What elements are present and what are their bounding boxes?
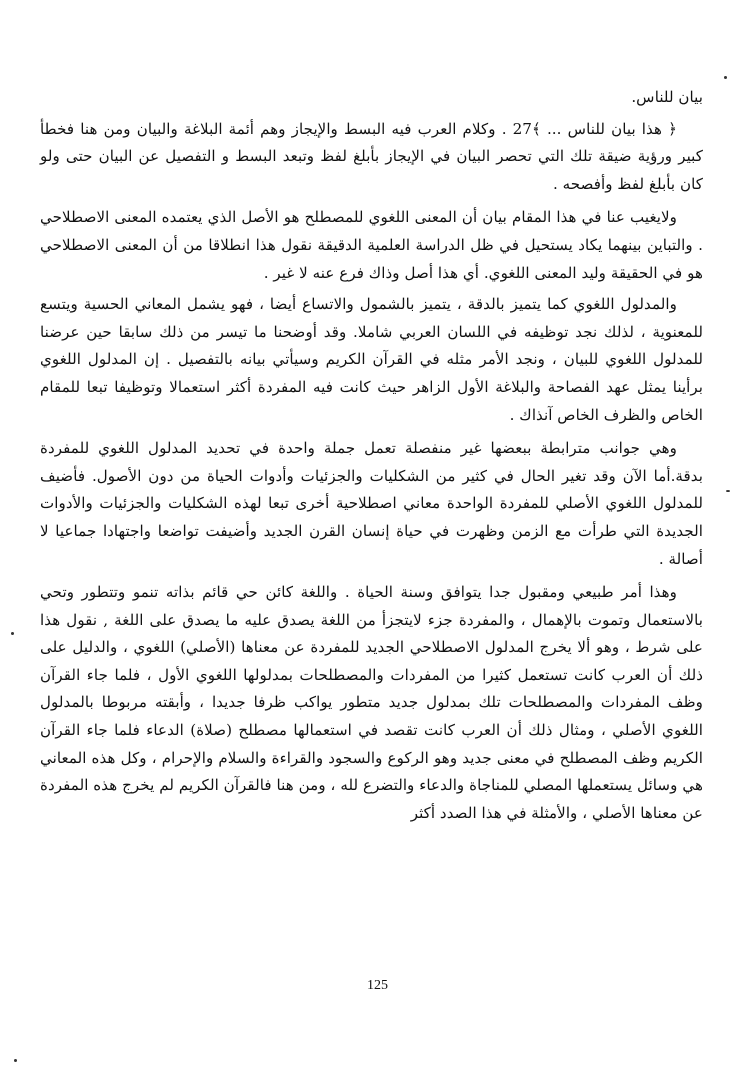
paragraph-4: والمدلول اللغوي كما يتميز بالدقة ، يتميز بالشمول والاتساع أيضا ، فهو يشمل المعاني الحسية ويتسع للمعنوية ، لذلك نجد توظيفه في اللسان العربي شاملا. وقد أوضحنا ما تيسر من ذلك سابقا حين عرضنا للمدلول اللغوي للبيان ، ونجد الأمر مثله في القرآن الكريم وسيأتي بيانه بالتفصيل . إن المدلول اللغوي برأينا يمثل عهد الفصاحة والبلاغة الأول الزاهر حيث كانت فيه المفردة أكثر استعمالا وتوظيفا تبعا للمقام الخاص والظرف الخاص آنذاك . (40, 295, 703, 424)
paragraph-3: ولايغيب عنا في هذا المقام بيان أن المعنى اللغوي للمصطلح هو الأصل الذي يعتمده المعنى الاصطلاحي . والتباين بينهما يكاد يستحيل في ظل الدراسة العلمية الدقيقة نقول هذا انطلاقا من أن المعنى الاصطلاحي هو في الحقيقة وليد المعنى اللغوي. أي هذا أصل وذاك فرع عنه لا غير . (40, 208, 703, 282)
paragraph-2: ﴿ هذا بيان للناس ... ﴾27 . وكلام العرب فيه البسط والإيجاز وهم أئمة البلاغة والبيان ومن هنا فخطأ كبير ورؤية ضيقة تلك التي تحصر البيان في الإيجاز بأبلغ لفظ وتبعد البسط و التفصيل عن البيان حتى ولو كان بأبلغ لفظ وأفصحه . (40, 119, 703, 193)
paragraph-5: وهي جوانب مترابطة ببعضها غير منفصلة تعمل جملة واحدة في تحديد المدلول اللغوي للمفردة بدقة.أما الآن وقد تغير الحال في كثير من الشكليات والجزئيات وأدوات الحياة من دون الأصول. فأضيف للمدلول اللغوي الأصلي للمفردة الواحدة معاني اصطلاحية أخرى تبعا لهذه الشكليات والجزئيات والأدوات الجديدة التي طرأت مع الزمن وظهرت في حياة إنسان القرن الجديد وأضيفت تواضعا واجتهادا جماعيا لا أصالة . (40, 439, 703, 568)
scan-speck (14, 1059, 17, 1062)
paragraph-6: وهذا أمر طبيعي ومقبول جدا يتوافق وسنة الحياة . واللغة كائن حي قائم بذاته تنمو وتتطور وتحي بالاستعمال وتموت بالإهمال ، والمفردة جزء لايتجزأ من اللغة يصدق عليه ما يصدق على اللغة , نقول هذا على شرط ، وهو ألا يخرج المدلول الاصطلاحي الجديد للمفردة عن معناها (الأصلي) اللغوي ، والدليل على ذلك أن العرب كانت تستعمل كثيرا من المفردات والمصطلحات بمدلولها اللغوي الأول ، فلما جاء القرآن وظف المفردات والمصطلحات تلك بمدلول جديد متطور يواكب ظرفا جديدا ، وأبقته مربوطا بالمدلول اللغوي الأصلي ، ومثال ذلك أن العرب كانت تقصد في استعمالها مصطلح (صلاة) الدعاء فلما جاء القرآن الكريم وظف المصطلح في معنى جديد وهو الركوع والسجود والقراءة والسلام والإحرام ، وكل هذه المعاني هي وسائل يستعملها المصلي للمناجاة والدعاء والتضرع لله ، ومن هنا فالقرآن الكريم لم يخرج هذه المفردة عن معناها الأصلي ، والأمثلة في هذا الصدد أكثر (40, 583, 703, 822)
scan-speck (724, 76, 727, 79)
scan-speck (11, 632, 14, 635)
body-text (40, 84, 703, 831)
scan-speck (726, 490, 730, 492)
page-number: 125 (367, 978, 388, 993)
paragraph-1: بيان للناس. (631, 88, 703, 106)
